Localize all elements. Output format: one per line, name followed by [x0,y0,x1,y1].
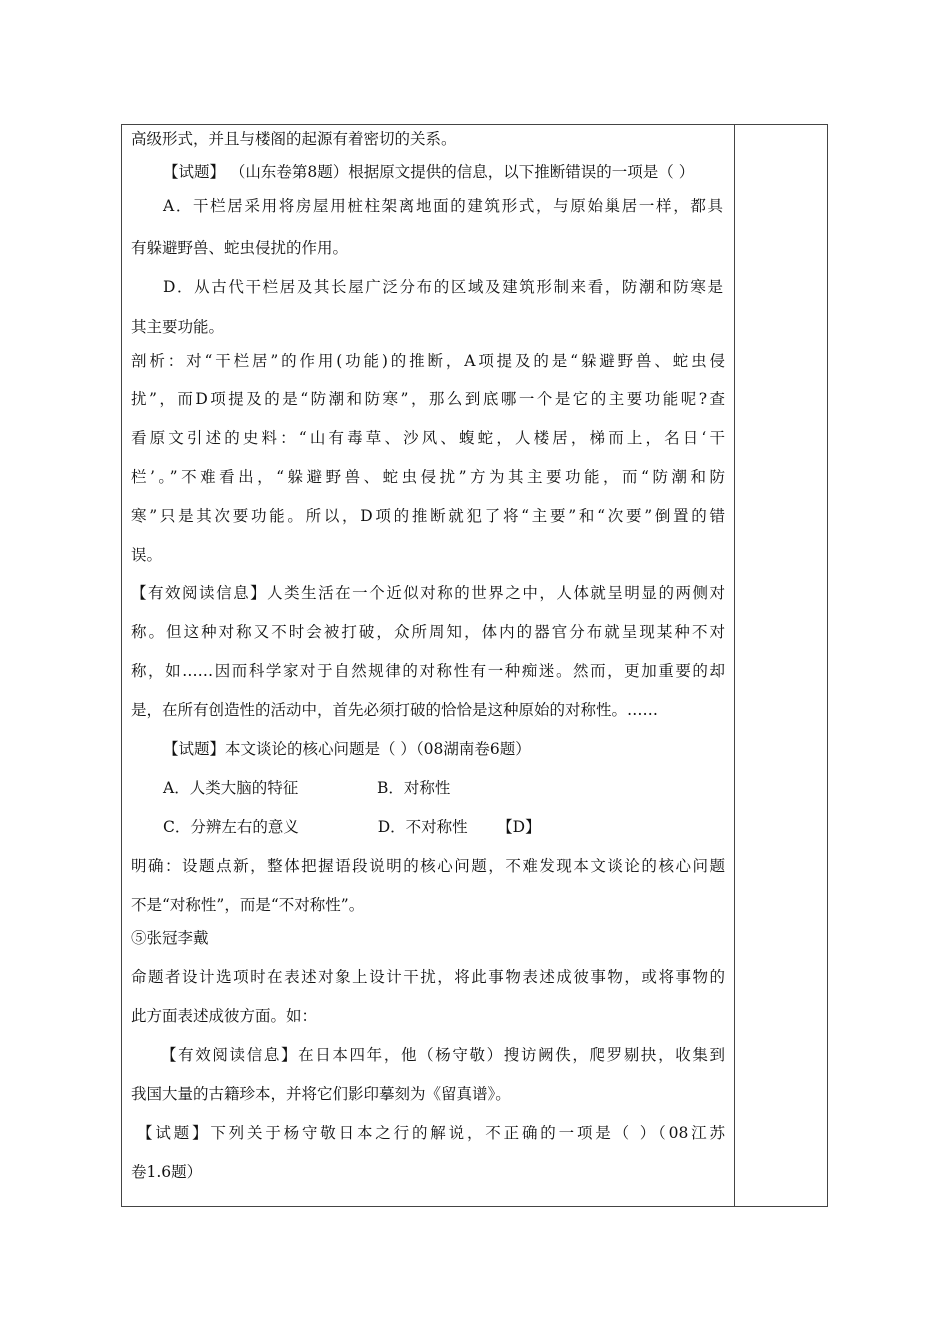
reading-info-line: 【有效阅读信息】在日本四年，他（杨守敬）搜访阙佚，爬罗剔抉，收集到 [161,1046,725,1064]
analysis-line: 寒”只是其次要功能。所以，D项的推断就犯了将“主要”和“次要”倒置的错 [131,507,725,525]
option-d-line: D．从古代干栏居及其长屋广泛分布的区域及建筑形制来看，防潮和防寒是 [163,278,723,296]
option-a-continuation: 有躲避野兽、蛇虫侵扰的作用。 [131,239,349,257]
section-description: 命题者设计选项时在表述对象上设计干扰，将此事物表述成彼事物，或将事物的 [131,968,725,986]
analysis-line: 看原文引述的史料：“山有毒草、沙风、蝮蛇，人楼居，梯而上，名日‘干 [131,429,725,447]
analysis-line: 栏’。”不难看出，“躲避野兽、蛇虫侵扰”方为其主要功能，而“防潮和防 [131,468,725,486]
reading-info-line: 我国大量的古籍珍本，并将它们影印摹刻为《留真谱》。 [131,1085,511,1103]
analysis-line: 剖析：对“干栏居”的作用(功能)的推断，A项提及的是“躲避野兽、蛇虫侵 [131,352,725,370]
question-heading-shandong: 【试题】 （山东卷第8题）根据原文提供的信息，以下推断错误的一项是（ ） [163,163,695,181]
reading-info-line: 【有效阅读信息】人类生活在一个近似对称的世界之中，人体就呈明显的两侧对 [131,584,725,602]
section-heading: ⑤张冠李戴 [131,929,209,947]
reading-info-line: 称。但这种对称又不时会被打破，众所周知，体内的器官分布就呈现某种不对 [131,623,725,641]
table-column-divider [734,124,735,1207]
options-a-b: A．人类大脑的特征 B．对称性 [163,779,451,797]
reading-info-line: 称，如……因而科学家对于自然规律的对称性有一种痴迷。然而，更加重要的却 [131,662,725,680]
text-line: 高级形式，并且与楼阁的起源有着密切的关系。 [131,130,457,148]
clarification-line: 不是“对称性”，而是“不对称性”。 [131,896,365,914]
clarification-line: 明确：设题点新，整体把握语段说明的核心问题，不难发现本文谈论的核心问题 [131,857,725,875]
analysis-line: 误。 [131,546,163,564]
question-heading-hunan: 【试题】本文谈论的核心问题是（ ）（08湖南卷6题） [163,740,531,758]
options-c-d-answer: C．分辨左右的意义 D．不对称性 【D】 [163,818,541,836]
option-d-continuation: 其主要功能。 [131,318,225,336]
option-a-line: A．干栏居采用将房屋用桩柱架离地面的建筑形式，与原始巢居一样，都具 [163,197,723,215]
question-heading-continuation: 卷1.6题） [131,1163,203,1181]
question-heading-jiangsu: 【试题】下列关于杨守敬日本之行的解说，不正确的一项是（ ）（08江苏 [137,1124,725,1142]
reading-info-line: 是，在所有创造性的活动中，首先必须打破的恰恰是这种原始的对称性。…… [131,701,659,719]
analysis-line: 扰”，而D项提及的是“防潮和防寒”，那么到底哪一个是它的主要功能呢?查 [131,390,725,408]
section-description: 此方面表述成彼方面。如： [131,1007,318,1025]
